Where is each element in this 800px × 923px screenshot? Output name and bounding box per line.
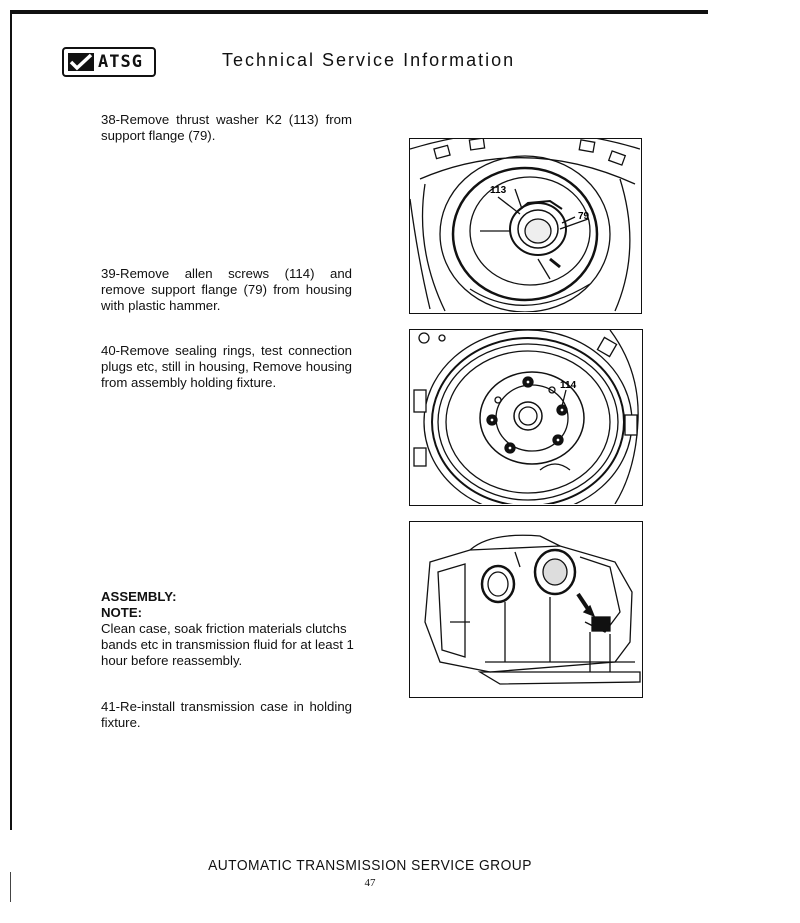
- callout-114: 114: [560, 380, 577, 391]
- page-title: Technical Service Information: [222, 50, 516, 70]
- page-number: 47: [364, 877, 376, 889]
- atsg-logo: [62, 47, 156, 77]
- logo-text: ATSG: [98, 52, 143, 72]
- left-rule: [10, 10, 12, 830]
- footer-org: AUTOMATIC TRANSMISSION SERVICE GROUP: [208, 857, 532, 874]
- callout-79: 79: [578, 211, 590, 222]
- note-label: NOTE:: [101, 605, 143, 620]
- top-rule: [10, 10, 708, 14]
- step-38-text: 38-Remove thrust washer K2 (113) from support flange (79).: [101, 112, 352, 143]
- callout-113: 113: [490, 185, 507, 196]
- note-text: Clean case, soak friction materials clutchs bands etc in transmission fluid for at least 1 hour before reassembly.: [101, 621, 354, 668]
- figure-support-flange: [409, 138, 642, 314]
- figure-allen-screws: [409, 329, 643, 506]
- assembly-heading: ASSEMBLY:: [101, 589, 177, 604]
- assembly-section: [101, 589, 361, 669]
- checkmark-icon: [68, 53, 94, 71]
- step-39-text: 39-Remove allen screws (114) and remove support flange (79) from housing with plastic hammer.: [101, 266, 352, 313]
- step-40-text: 40-Remove sealing rings, test connection plugs etc, still in housing, Remove housing from assembly holding fixture.: [101, 343, 352, 390]
- figure-holding-fixture: [409, 521, 643, 698]
- step-41-text: 41-Re-install transmission case in holding fixture.: [101, 699, 352, 730]
